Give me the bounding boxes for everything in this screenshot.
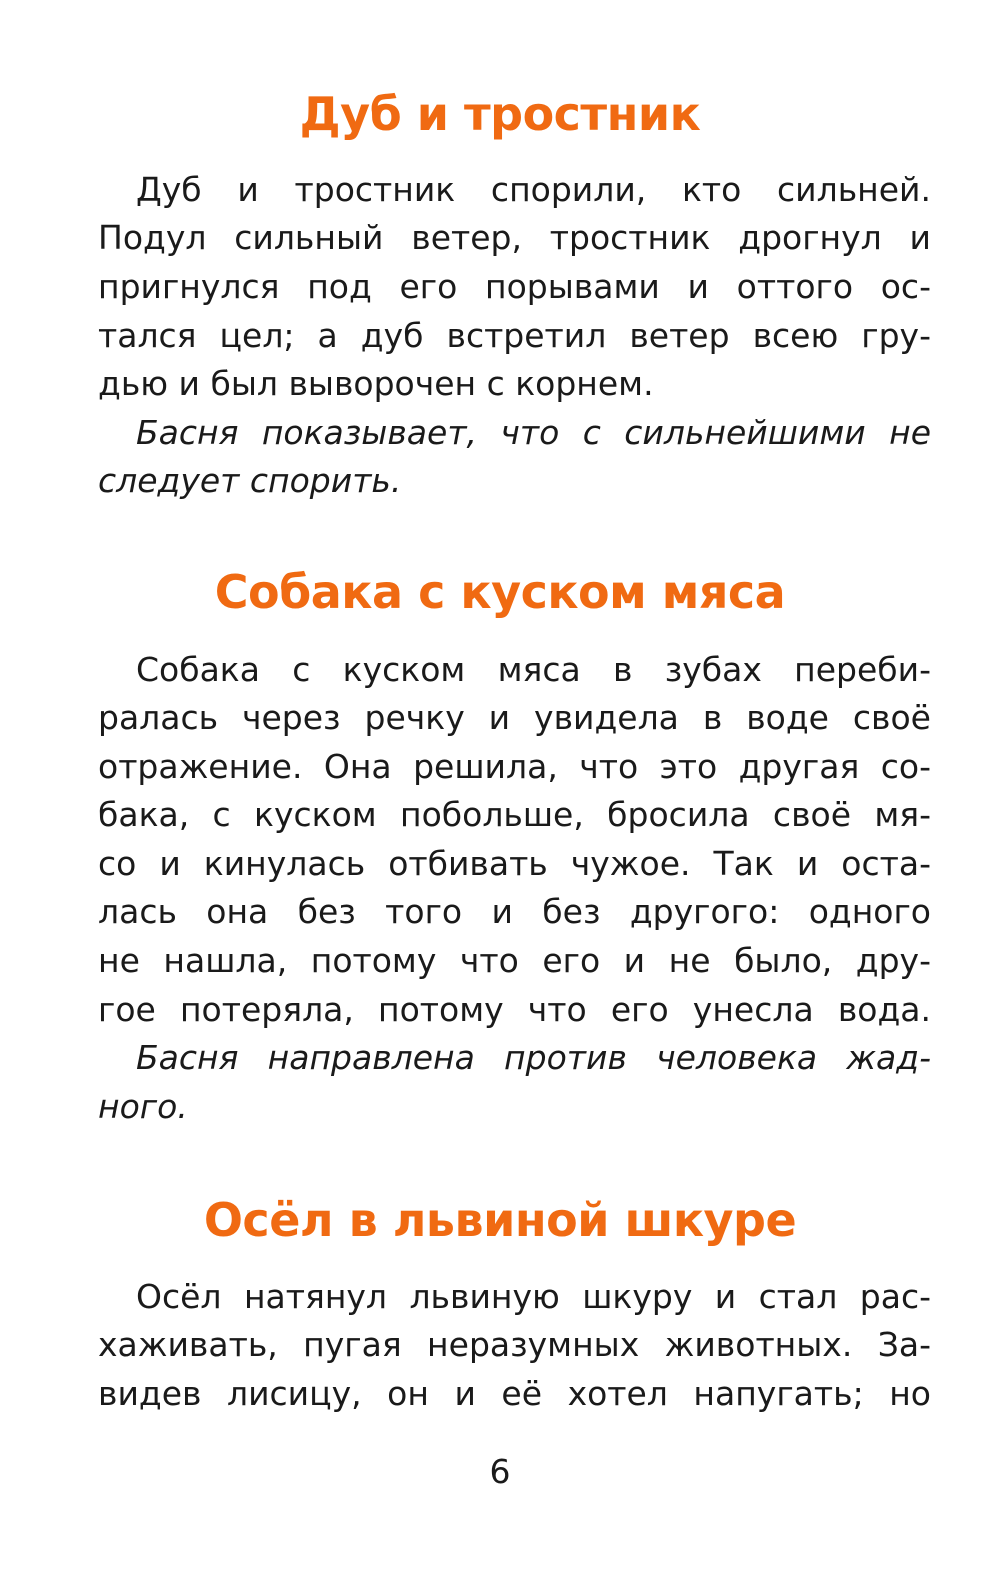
text-line: ралась через речку и увидела в воде своё — [98, 698, 931, 737]
text-line: лась она без того и без другого: одного — [98, 892, 931, 931]
text-line: отражение. Она решила, что это другая со- — [98, 747, 931, 786]
text-line: пригнулся под его порывами и оттого ос- — [98, 267, 931, 306]
text-line: со и кинулась отбивать чужое. Так и оста- — [98, 844, 931, 883]
text-line: бака, с куском побольше, бросила своё мя- — [98, 795, 931, 834]
moral-line: следует спорить. — [98, 461, 402, 500]
moral-line: Басня направлена против человека жад- — [136, 1038, 931, 1077]
text-line: Подул сильный ветер, тростник дрогнул и — [98, 218, 931, 257]
text-line: гое потеряла, потому что его унесла вода. — [98, 990, 931, 1029]
moral-line: Басня показывает, что с сильнейшими не — [136, 413, 931, 452]
text-line: видев лисицу, он и её хотел напугать; но — [98, 1374, 931, 1413]
text-line: Осёл натянул львиную шкуру и стал рас- — [136, 1277, 931, 1316]
fable-title-dog-with-meat: Собака с куском мяса — [214, 565, 786, 619]
text-line: Собака с куском мяса в зубах переби- — [136, 650, 931, 689]
fable-title-oak-and-reed: Дуб и тростник — [299, 87, 701, 141]
text-line: не нашла, потому что его и не было, дру- — [98, 941, 931, 980]
text-line: дью и был выворочен с корнем. — [98, 364, 654, 403]
text-line: хаживать, пугая неразумных животных. За- — [98, 1325, 931, 1364]
text-line: тался цел; а дуб встретил ветер всею гру- — [98, 316, 931, 355]
page-number: 6 — [489, 1452, 511, 1491]
moral-line: ного. — [98, 1087, 188, 1126]
fable-title-donkey-in-lion-skin: Осёл в львиной шкуре — [203, 1193, 797, 1247]
text-line: Дуб и тростник спорили, кто сильней. — [136, 170, 931, 209]
